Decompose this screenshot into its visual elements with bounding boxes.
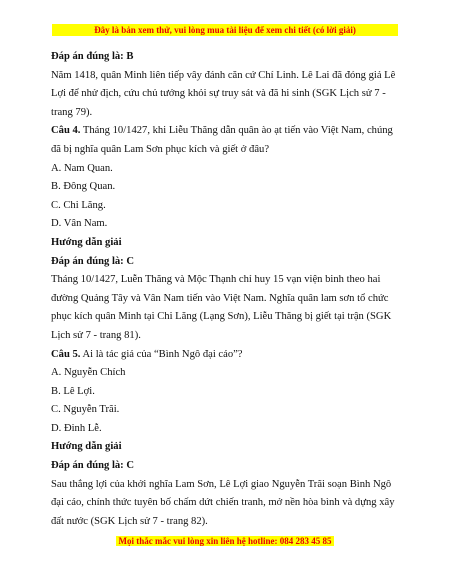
- option-d: D. Đinh Lễ.: [51, 422, 102, 434]
- question-text: Ai là tác giả của “Bình Ngô đại cáo”?: [80, 348, 243, 360]
- explanation-paragraph: Năm 1418, quân Minh liên tiếp vây đánh căn cứ Chí Linh. Lê Lai đã đóng giả Lê Lợi để nhử địch, cứu chủ tướng khỏi sự truy sát và đã hi sinh (SGK Lịch sử 7 - trang 79).: [51, 69, 396, 118]
- hotline-footer: [0, 535, 450, 547]
- answer-line: Đáp án đúng là: C: [51, 460, 135, 472]
- question-label: Câu 5.: [51, 348, 81, 360]
- preview-banner: Đây là bản xem thử, vui lòng mua tài liệu để xem chi tiết (có lời giải): [52, 24, 398, 36]
- option-d: D. Vân Nam.: [51, 218, 108, 230]
- answer-line: Đáp án đúng là: C: [51, 255, 135, 267]
- question-5: [51, 346, 401, 365]
- question-4: [51, 122, 401, 159]
- question-text: Tháng 10/1427, khi Liễu Thăng dẫn quân ào ạt tiến vào Việt Nam, chúng đã bị nghĩa quân Lam Sơn phục kích và giết ở đâu?: [51, 125, 393, 155]
- answer-line: Đáp án đúng là: B: [51, 51, 134, 62]
- option-a: A. Nam Quan.: [51, 162, 113, 174]
- guide-heading: Hướng dẫn giải: [51, 441, 122, 453]
- document-body: [51, 48, 401, 531]
- hotline-text: Mọi thắc mắc vui lòng xin liên hệ hotline: 084 283 45 85: [118, 536, 332, 546]
- option-c: C. Chi Lăng.: [51, 199, 106, 211]
- option-c: C. Nguyễn Trãi.: [51, 404, 120, 416]
- explanation-paragraph: Tháng 10/1427, Luễn Thăng và Mộc Thạnh chỉ huy 15 vạn viện binh theo hai đường Quảng Tây và Vân Nam tiến vào Việt Nam. Nghĩa quân lam sơn tổ chức phục kích quân Minh tại Chi Lăng (Lạng Sơn), Liễu Thăng bị giết tại trận (SGK Lịch sử 7 - trang 81).: [51, 274, 392, 341]
- question-label: Câu 4.: [51, 125, 81, 137]
- option-a: A. Nguyễn Chích: [51, 367, 126, 379]
- option-b: B. Lê Lợi.: [51, 385, 95, 397]
- option-b: B. Đông Quan.: [51, 181, 116, 193]
- guide-heading: Hướng dẫn giải: [51, 236, 122, 248]
- explanation-paragraph: Sau thắng lợi của khởi nghĩa Lam Sơn, Lê Lợi giao Nguyễn Trãi soạn Bình Ngô đại cáo, chính thức tuyên bố chấm dứt chiến tranh, mở nền hòa bình và dựng xây đất nước (SGK Lịch sử 7 - trang 82).: [51, 478, 395, 527]
